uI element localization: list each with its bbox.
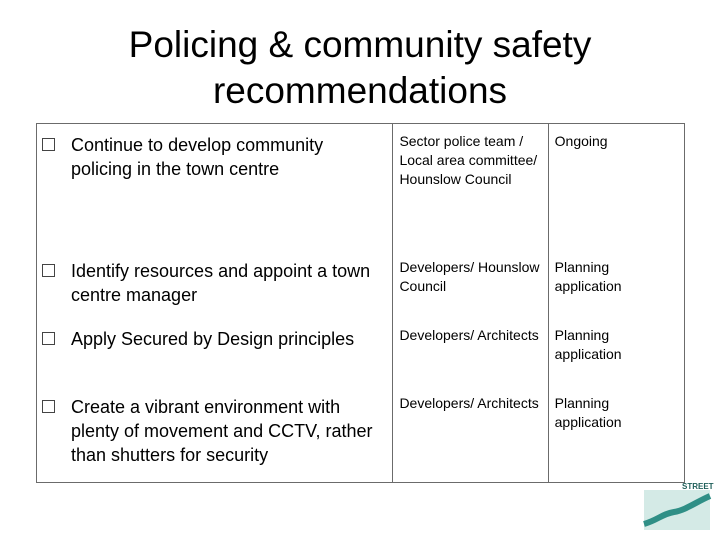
recommendation-cell: [37, 386, 393, 483]
timing-text: Ongoing: [554, 133, 608, 149]
recommendations-table: [36, 123, 685, 483]
timing-cell: [548, 386, 684, 483]
timing-text: Planning application: [554, 259, 622, 294]
table-row: [37, 250, 685, 318]
lead-text: Sector police team / Local area committee/ Hounslow Council: [399, 133, 538, 187]
checkbox-icon: [42, 332, 55, 345]
lead-cell: [393, 386, 548, 483]
lead-cell: [393, 318, 548, 386]
recommendation-text: Continue to develop community policing in the town centre: [71, 135, 324, 179]
table-row: [37, 318, 685, 386]
page-title: Policing & community safety recommendations: [128, 24, 592, 111]
recommendation-cell: [37, 318, 393, 386]
recommendation-text: Create a vibrant environment with plenty of movement and CCTV, rather than shutters for security: [71, 397, 373, 465]
table-row: [37, 386, 685, 483]
table-row: [37, 124, 685, 251]
checkbox-icon: [42, 138, 55, 151]
checkbox-icon: [42, 400, 55, 413]
checkbox-icon: [42, 264, 55, 277]
timing-text: Planning application: [554, 395, 622, 430]
timing-cell: [548, 250, 684, 318]
timing-cell: [548, 124, 684, 251]
logo-text: STREET: [682, 482, 714, 491]
recommendation-cell: [37, 124, 393, 251]
recommendation-text: Apply Secured by Design principles: [71, 329, 355, 349]
brand-logo: [640, 480, 714, 536]
lead-cell: [393, 250, 548, 318]
lead-text: Developers/ Architects: [399, 327, 539, 343]
recommendation-text: Identify resources and appoint a town centre manager: [71, 261, 371, 305]
timing-cell: [548, 318, 684, 386]
lead-cell: [393, 124, 548, 251]
lead-text: Developers/ Architects: [399, 395, 539, 411]
recommendation-cell: [37, 250, 393, 318]
timing-text: Planning application: [554, 327, 622, 362]
lead-text: Developers/ Hounslow Council: [399, 259, 540, 294]
